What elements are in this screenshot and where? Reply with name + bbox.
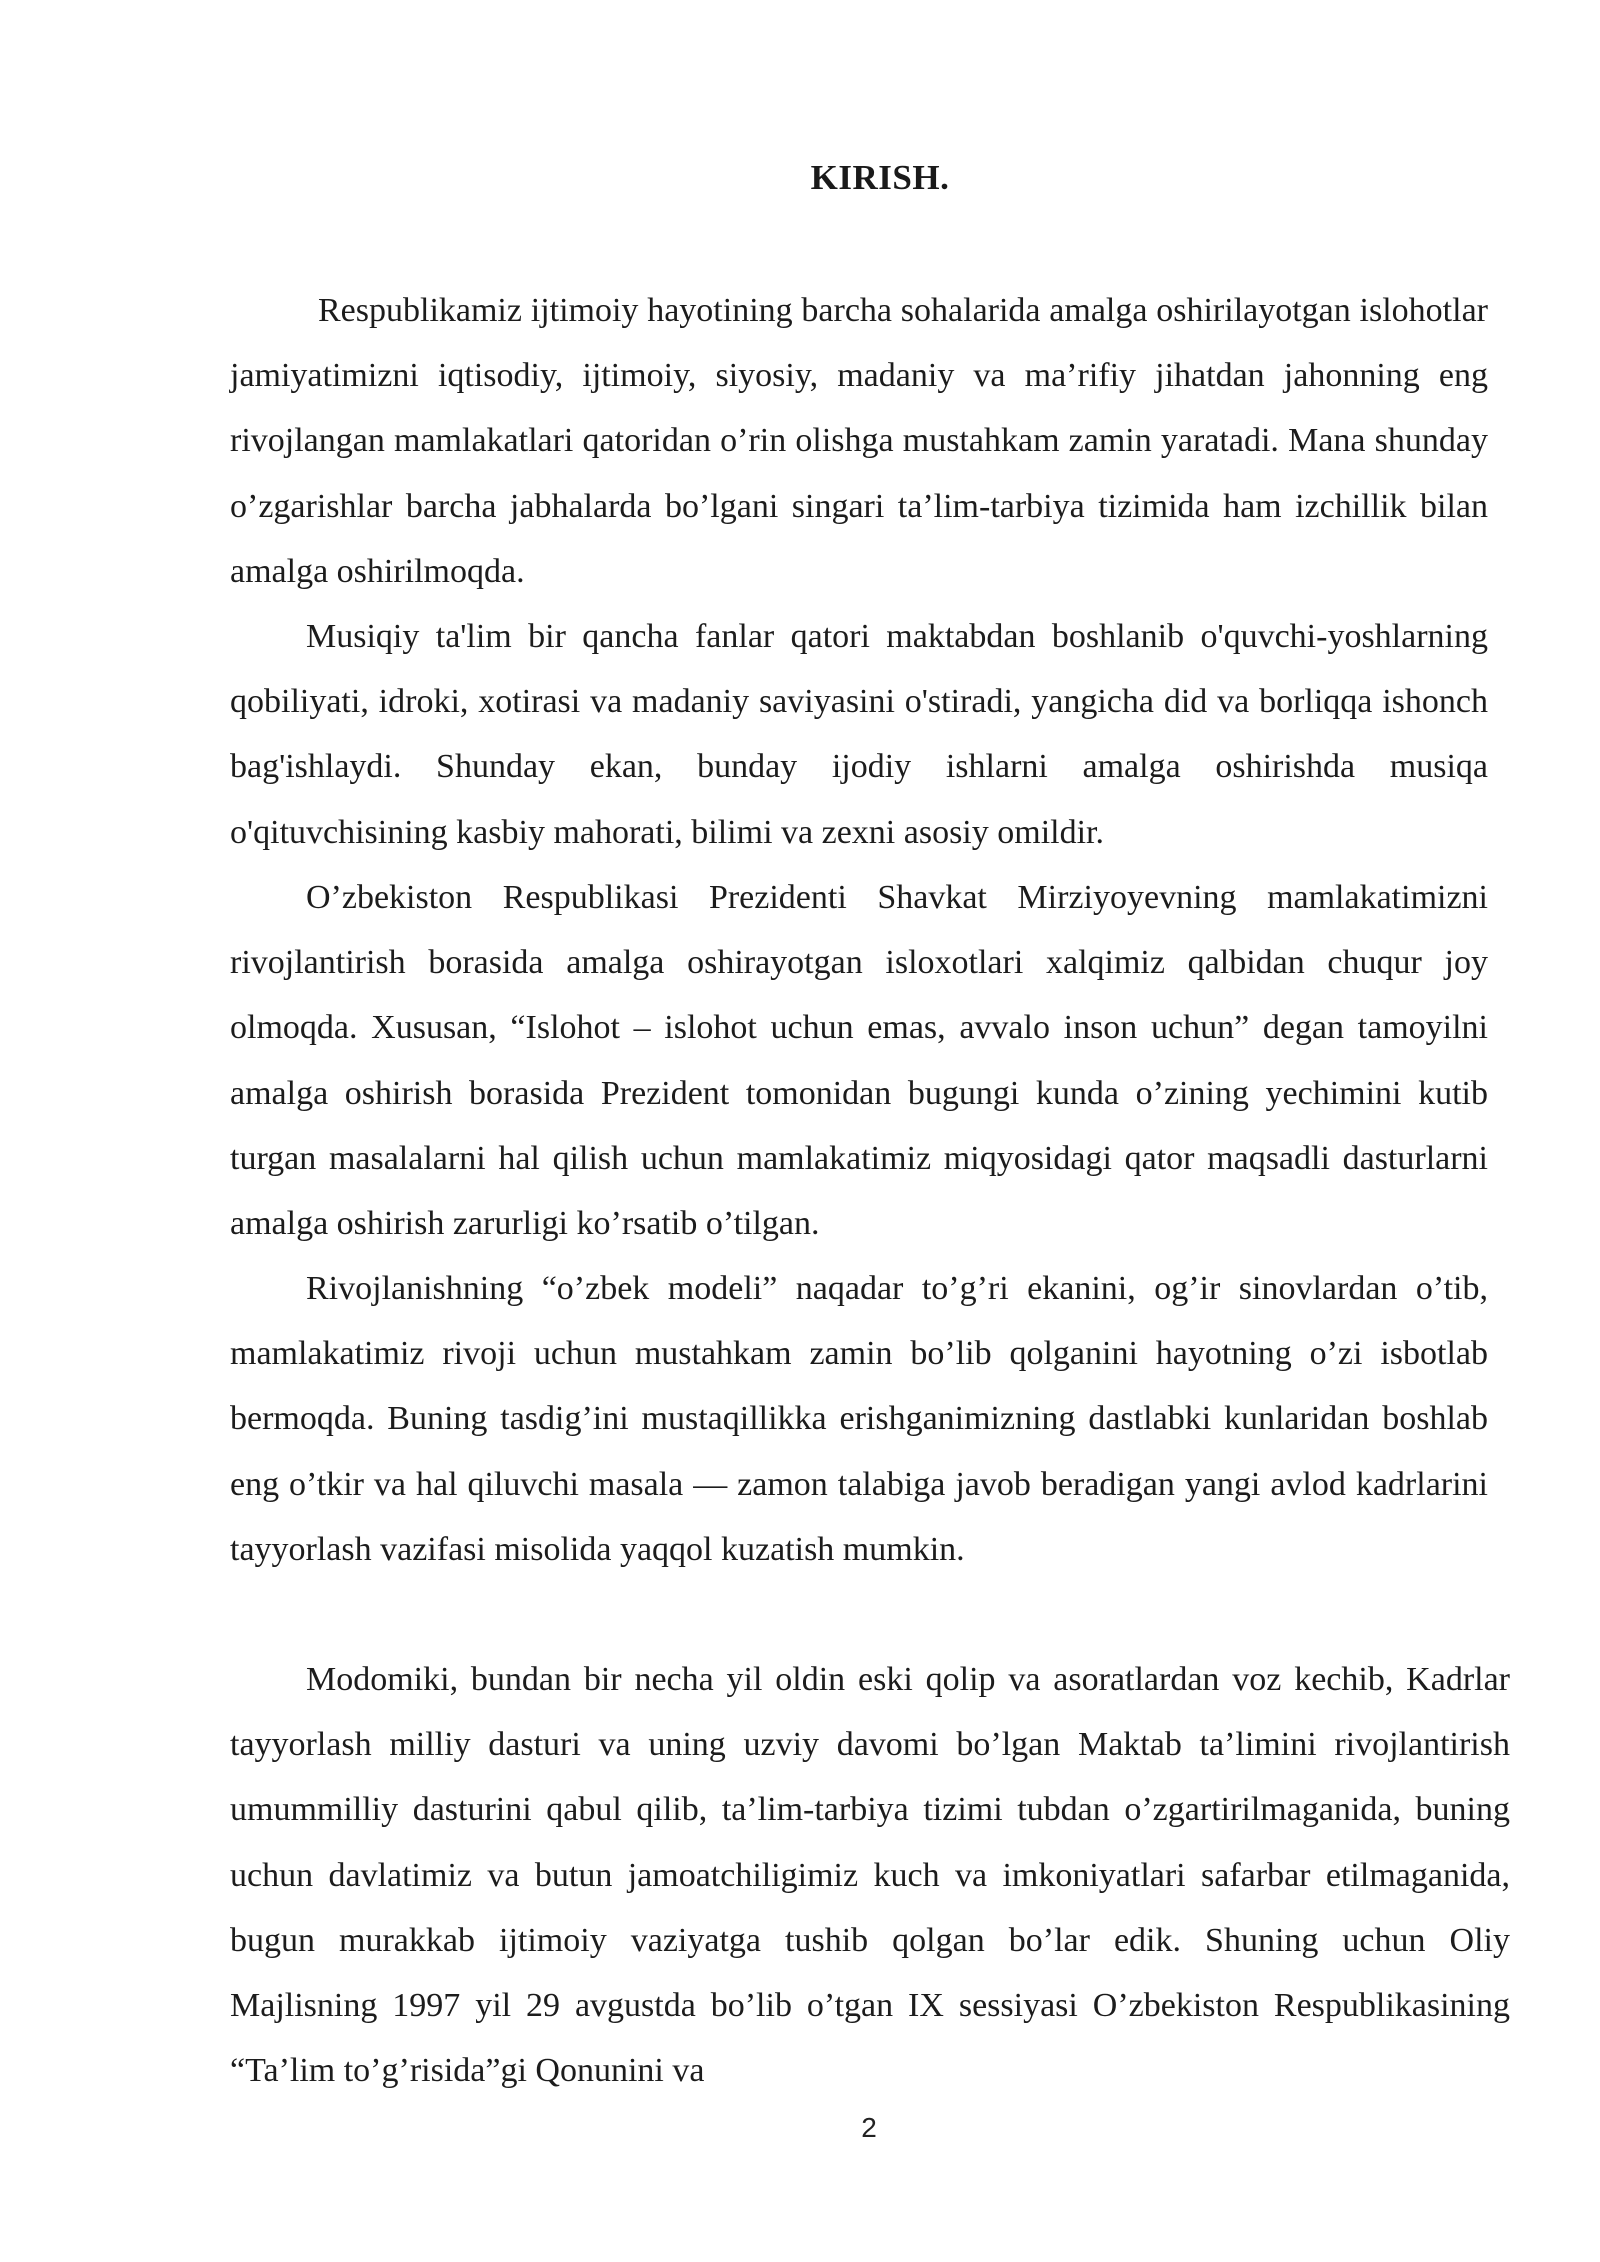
paragraph-2: Musiqiy ta'lim bir qancha fanlar qatori maktabdan boshlanib o'quvchi-yoshlarning qobiliyati, idroki, xotirasi va madaniy saviyasini o'stiradi, yangicha did va borliqqa ishonch bag'ishlaydi. Shunday ekan, bunday ijodiy ishlarni amalga oshirishda musiqa o'qituvchisining kasbiy mahorati, bilimi va zexni asosiy omildir.	[230, 618, 1488, 851]
paragraph-4: Rivojlanishning “o’zbek modeli” naqadar to’g’ri ekanini, og’ir sinovlardan o’tib, mamlakatimiz rivoji uchun mustahkam zamin bo’lib qolganini hayotning o’zi isbotlab bermoqda. Buning tasdig’ini mustaqillikka erishganimizning dastlabki kunlaridan boshlab eng o’tkir va hal qiluvchi masala — zamon talabiga javob beradigan yangi avlod kadrlarini tayyorlash vazifasi misolida yaqqol kuzatish mumkin.	[230, 1270, 1488, 1568]
paragraph-3: O’zbekiston Respublikasi Prezidenti Shavkat Mirziyoyevning mamlakatimizni rivojlantirish borasida amalga oshirayotgan isloxotlari xalqimiz qalbidan chuqur joy olmoqda. Xususan, “Islohot – islohot uchun emas, avvalo inson uchun” degan tamoyilni amalga oshirish borasida Prezident tomonidan bugungi kunda o’zining yechimini kutib turgan masalalarni hal qilish uchun mamlakatimiz miqyosidagi qator maqsadli dasturlarni amalga oshirish zarurligi ko’rsatib o’tilgan.	[230, 879, 1488, 1243]
paragraph-5: Modomiki, bundan bir necha yil oldin eski qolip va asoratlardan voz kechib, Kadrlar tayyorlash milliy dasturi va uning uzviy davomi bo’lgan Maktab ta’limini rivojlantirish umummilliy dasturini qabul qilib, ta’lim-tarbiya tizimi tubdan o’zgartirilmaganida, buning uchun davlatimiz va butun jamoatchiligimiz kuch va imkoniyatlari safarbar etilmaganida, bugun murakkab ijtimoiy vaziyatga tushib qolgan bo’lar edik. Shuning uchun Oliy Majlisning 1997 yil 29 avgustda bo’lib o’tgan IX sessiyasi O’zbekiston Respublikasining “Ta’lim to’g’risida”gi Qonunini va	[230, 1661, 1510, 2090]
section-title: KIRISH.	[810, 158, 950, 197]
paragraph-1: Respublikamiz ijtimoiy hayotining barcha sohalarida amalga oshirilayotgan islohotlar jamiyatimizni iqtisodiy, ijtimoiy, siyosiy, madaniy va ma’rifiy jihatdan jahonning eng rivojlangan mamlakatlari qatoridan o’rin olishga mustahkam zamin yaratadi. Mana shunday o’zgarishlar barcha jabhalarda bo’lgani singari ta’lim-tarbiya tizimida ham izchillik bilan amalga oshirilmoqda.	[230, 292, 1488, 590]
page-number: 2	[861, 2112, 877, 2143]
